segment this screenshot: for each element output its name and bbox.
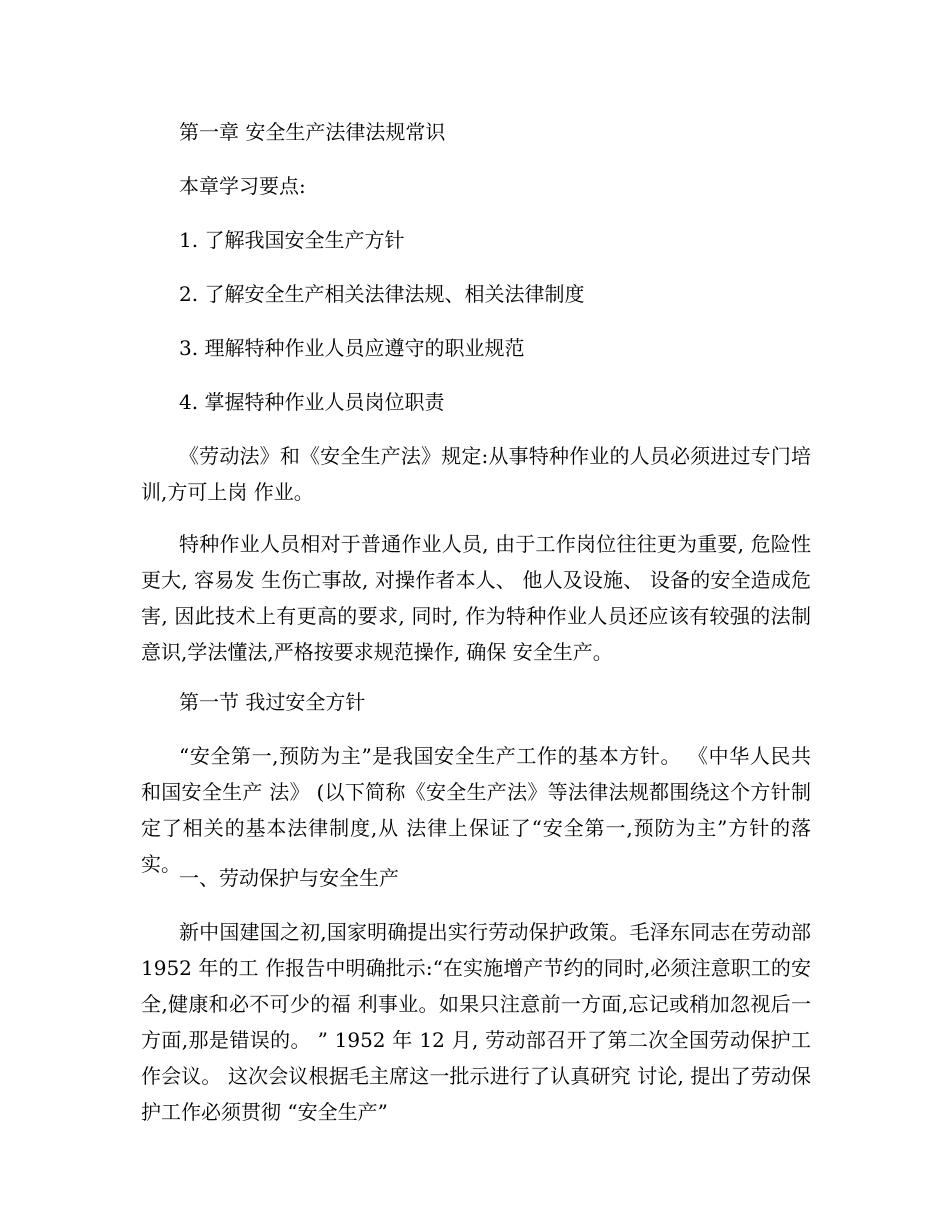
section-title: 第一节 我过安全方针 bbox=[179, 690, 366, 714]
key-point-item: 1. 了解我国安全生产方针 bbox=[179, 228, 405, 252]
paragraph-safety-policy: “安全第一,预防为主”是我国安全生产工作的基本方针。 《中华人民共和国安全生产 法》 (以下简称《安全生产法》等法律法规都围绕这个方针制定了相关的基本法律制度,从 法律上保证了“安全第一,预防为主”方针的落实。 bbox=[141, 744, 811, 876]
key-point-item: 3. 理解特种作业人员应遵守的职业规范 bbox=[179, 336, 525, 360]
key-points-heading: 本章学习要点: bbox=[179, 174, 306, 198]
key-point-item: 2. 了解安全生产相关法律法规、相关法律制度 bbox=[179, 282, 585, 306]
paragraph-history: 新中国建国之初,国家明确提出实行劳动保护政策。毛泽东同志在劳动部 1952 年的工 作报告中明确批示:“在实施增产节约的同时,必须注意职工的安全,健康和必不可少的福 利事业。如果只注意前一方面,忘记或稍加忽视后一方面,那是错误的。 ” 1952 年 12 月, 劳动部召开了第二次全国劳动保护工作会议。 这次会议根据毛主席这一批示进行了认真研究 讨论, 提出了劳动保护工作必须贯彻 “安全生产” bbox=[141, 920, 811, 1124]
subsection-title: 一、劳动保护与安全生产 bbox=[179, 866, 399, 890]
chapter-title: 第一章 安全生产法律法规常识 bbox=[179, 120, 446, 144]
paragraph-training-requirement: 《劳动法》和《安全生产法》规定:从事特种作业的人员必须进过专门培训,方可上岗 作业。 bbox=[141, 444, 811, 504]
paragraph-special-operators: 特种作业人员相对于普通作业人员, 由于工作岗位往往更为重要, 危险性更大, 容易发 生伤亡事故, 对操作者本人、 他人及设施、 设备的安全造成危害, 因此技术上有更高的要求, 同时, 作为特种作业人员还应该有较强的法制意识,学法懂法,严格按要求规范操作, 确保 安全生产。 bbox=[141, 532, 811, 664]
key-point-item: 4. 掌握特种作业人员岗位职责 bbox=[179, 390, 445, 414]
